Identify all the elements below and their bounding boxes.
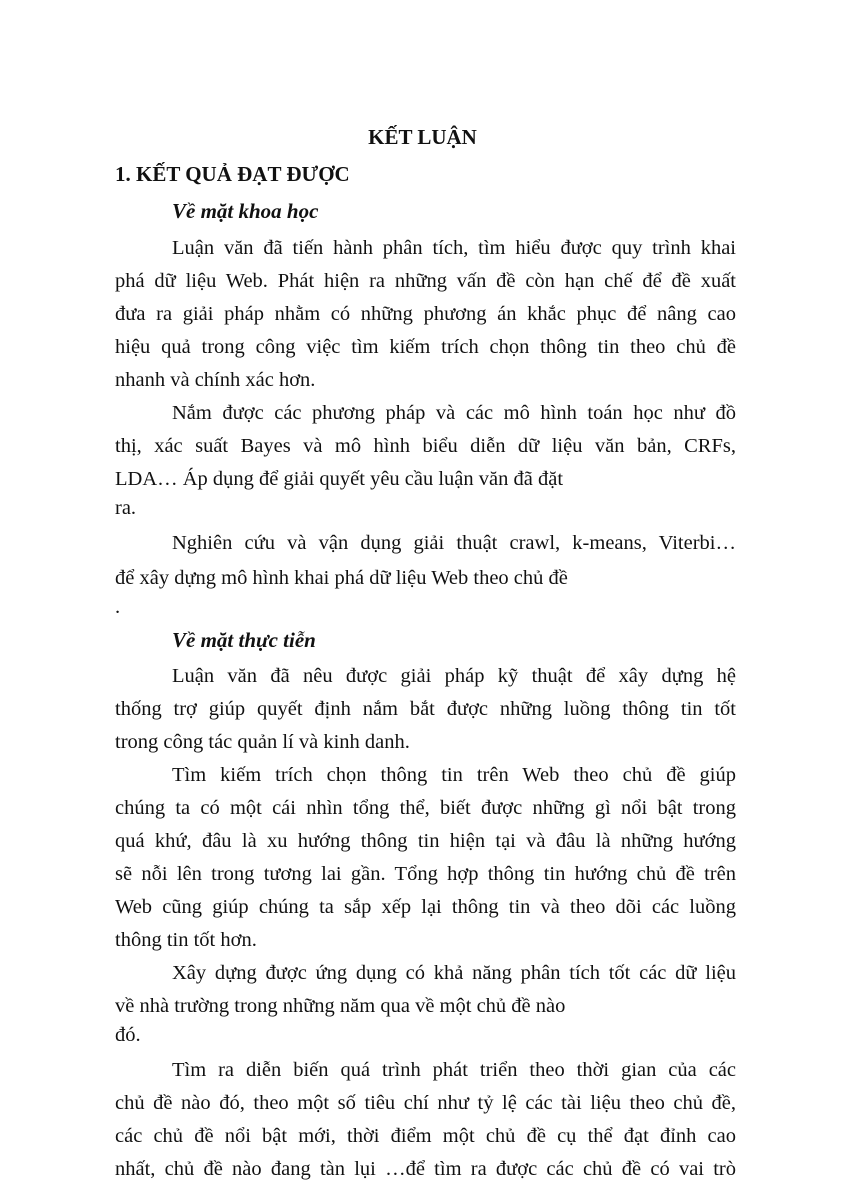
subheading-science: Về mặt khoa học (172, 199, 319, 223)
text-line: sẽ nỗi lên trong tương lai gần. Tổng hợp thông tin hướng chủ đề trên (115, 863, 736, 885)
text-line: Nắm được các phương pháp và các mô hình toán học như đồ (172, 402, 736, 424)
text-line: nhanh và chính xác hơn. (115, 369, 316, 391)
text-line: để xây dựng mô hình khai phá dữ liệu Web theo chủ đề (115, 567, 568, 589)
text-line: chủ đề nào đó, theo một số tiêu chí như tỷ lệ các tài liệu theo chủ đề, (115, 1092, 736, 1114)
text-line: . (115, 596, 121, 618)
section-heading: 1. KẾT QUẢ ĐẠT ĐƯỢC (115, 162, 350, 186)
text-line: phá dữ liệu Web. Phát hiện ra những vấn đề còn hạn chế để đề xuất (115, 270, 736, 292)
page-title: KẾT LUẬN (368, 125, 477, 149)
subheading-practice: Về mặt thực tiễn (172, 628, 316, 652)
text-line: Tìm kiếm trích chọn thông tin trên Web theo chủ đề giúp (172, 764, 736, 786)
text-line: các chủ đề nổi bật mới, thời điểm một chủ đề cụ thể đạt đỉnh cao (115, 1125, 736, 1147)
text-line: Luận văn đã tiến hành phân tích, tìm hiểu được quy trình khai (172, 237, 736, 259)
text-line: LDA… Áp dụng để giải quyết yêu cầu luận văn đã đặt (115, 468, 564, 490)
text-line: Tìm ra diễn biến quá trình phát triển theo thời gian của các (172, 1059, 736, 1081)
text-line: hiệu quả trong công việc tìm kiếm trích chọn thông tin theo chủ đề (115, 336, 736, 358)
text-line: Xây dựng được ứng dụng có khả năng phân tích tốt các dữ liệu (172, 962, 736, 984)
text-line: Nghiên cứu và vận dụng giải thuật crawl, k-means, Viterbi… (172, 532, 736, 554)
text-line: Web cũng giúp chúng ta sắp xếp lại thông tin và theo dõi các luồng (115, 896, 736, 918)
text-line: về nhà trường trong những năm qua về một chủ đề nào (115, 995, 566, 1017)
text-line: quá khứ, đâu là xu hướng thông tin hiện tại và đâu là những hướng (115, 830, 736, 852)
text-line: đó. (115, 1024, 141, 1046)
text-line: trong công tác quản lí và kinh danh. (115, 731, 410, 753)
text-line: chúng ta có một cái nhìn tổng thể, biết được những gì nổi bật trong (115, 797, 736, 819)
text-line: ra. (115, 497, 137, 519)
text-line: nhất, chủ đề nào đang tàn lụi …để tìm ra được các chủ đề có vai trò (115, 1158, 736, 1180)
text-line: thị, xác suất Bayes và mô hình biểu diễn dữ liệu văn bản, CRFs, (115, 435, 736, 457)
text-line: Luận văn đã nêu được giải pháp kỹ thuật để xây dựng hệ (172, 665, 736, 687)
text-line: thống trợ giúp quyết định nắm bắt được những luồng thông tin tốt (115, 698, 736, 720)
text-line: thông tin tốt hơn. (115, 929, 257, 951)
text-line: đưa ra giải pháp nhằm có những phương án khắc phục để nâng cao (115, 303, 736, 325)
